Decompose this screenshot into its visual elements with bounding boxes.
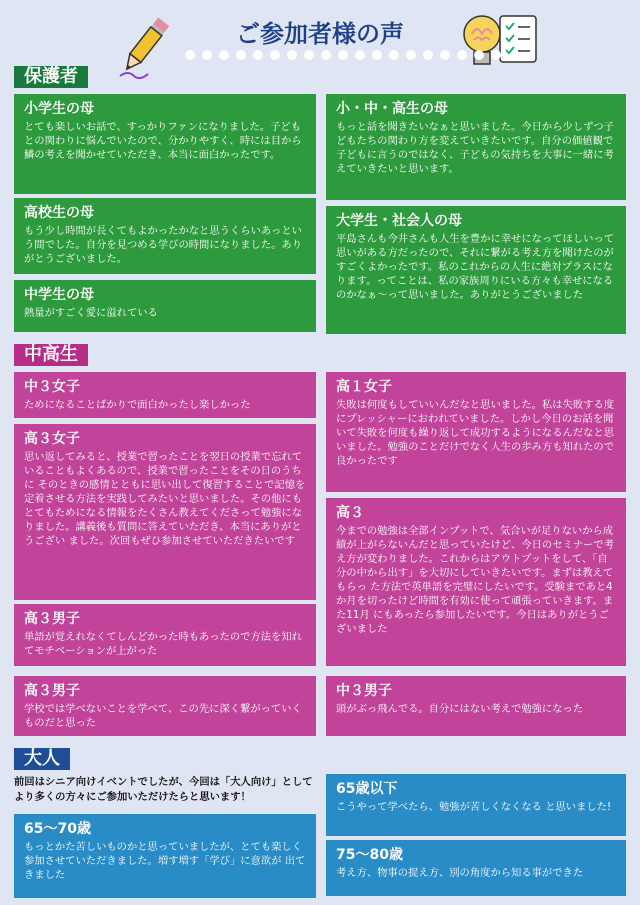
- section-label-adults: 大人: [14, 748, 70, 770]
- adults-note: 前回はシニア向けイベントでしたが、今回は「大人向け」としてより多くの方々にご参加いただけたらと思います！: [14, 776, 313, 803]
- testimonial-card: [14, 676, 316, 736]
- testimonial-card: [326, 372, 626, 492]
- card-text: こうやって学べたら、勉強が苦しくなくなる と思いました!: [336, 801, 612, 813]
- card-text: ためになることばかりで面白かったし楽しかった: [24, 399, 251, 411]
- testimonial-card: [14, 424, 316, 600]
- card-text: 思い返してみると、授業で習ったことを翌日の授業で忘れていることもよくあるので、授業で習ったことをその日のうちに そのときの感情とともに思い出して復習することで記憶を定着させる方法を実践してみたいと思いました。その他にもとてもためになる情報をたくさん教えてくださって勉強になりました。講義後も質問に答えていただき、本当にありがとうござい ました。次回もぜひ参加させていただきたいです: [24, 451, 306, 547]
- page-title: ご参加者様の声: [236, 20, 404, 48]
- testimonial-card: [14, 198, 316, 274]
- card-text: 平島さんも今井さんも人生を豊かに幸せになってほしいって思いがある方だったので、それに繋がる考え方を聞けたのがすごくよかったです。私のこれからの人生に絶対プラスになります。ってことは、私の家族周りにいる方々も幸せになるのかなぁ〜って思いました。ありがとうございました: [336, 233, 615, 301]
- testimonial-card: [326, 206, 626, 334]
- card-heading: 中３男子: [336, 683, 392, 699]
- testimonial-card: [14, 604, 316, 666]
- card-text: もっとかた苦しいものかと思っていましたが、とても楽しく参加させていただきました。増す増す「学び」に意欲が 出てきました: [24, 841, 306, 881]
- section-label-students: 中高生: [14, 344, 88, 366]
- card-heading: 高３女子: [24, 431, 80, 447]
- lightbulb-checklist-icon: [456, 8, 546, 76]
- card-heading: 高１女子: [336, 379, 392, 395]
- testimonial-card: [326, 676, 626, 736]
- testimonial-card: [14, 814, 316, 898]
- card-heading: 65〜70歳: [24, 821, 91, 837]
- card-heading: 小・中・高生の母: [336, 101, 448, 117]
- section-label-parents: 保護者: [14, 66, 88, 88]
- card-heading: 中学生の母: [24, 287, 94, 303]
- card-text: 熱量がすごく愛に溢れている: [24, 307, 158, 319]
- card-heading: 75〜80歳: [336, 847, 403, 863]
- card-heading: 65歳以下: [336, 781, 398, 797]
- card-heading: 高３男子: [24, 611, 80, 627]
- card-text: 学校では学べないことを学べて、この先に深く繋がっていくものだと思った: [24, 703, 302, 729]
- card-text: 単語が覚えれなくてしんどかった時もあったので方法を知れてモチベーションが上がった: [24, 631, 302, 657]
- card-text: もう少し時間が長くてもよかったかなと思うくらいあっという間でした。自分を見つめる学びの時間になりました。ありがとうございました。: [24, 225, 303, 265]
- testimonial-card: [326, 94, 626, 200]
- card-text: 失敗は何度もしていいんだなと思いました。私は失敗する度にプレッシャーにおわれていました。しかし今日のお話を聞 いて失敗を何度も繰り返して成功するようになるんだなと思いました。勉強のことだけでなく人生の歩み方も知れたので 良かったです: [336, 399, 615, 467]
- testimonial-card: [14, 372, 316, 418]
- decorative-dots: [185, 50, 501, 60]
- testimonial-card: [326, 774, 626, 836]
- card-text: 頭がぶっ飛んでる。自分にはない考えで勉強になった: [336, 703, 584, 715]
- card-text: とても楽しいお話で、すっかりファンになりました。子どもとの関わりに悩んでいたので、分かりやすく、時には目から鱗の考えを聞かせていただき、本当に面白かったです。: [24, 121, 302, 161]
- card-text: もっと話を聞きたいなぁと思いました。今日から少しずつ子どもたちの関わり方を変えていきたいです。自分の価値観で子どもに言うのではなく、子どもの気持ちを大事に一緒に考えていきたいと思います。: [336, 121, 615, 175]
- testimonial-card: [14, 94, 316, 194]
- card-heading: 中３女子: [24, 379, 80, 395]
- testimonial-card: [326, 498, 626, 666]
- card-heading: 大学生・社会人の母: [336, 213, 462, 229]
- card-text: 今までの勉強は全部インプットで、気合いが足りないから成績が上がらないんだと思っていたけど、今日のセミナーで考え方が変わりました。これからはアウトプットをして、「自分の中から出す」を大切にしていきたいです。まずは教えてもらっ た方法で英単語を完璧にしたいです。受験まであと4か月を切ったけど時間を有効に使って頑張っていきます。また11月 にもあったら参加したいです。今日はありがとうございました: [336, 525, 615, 635]
- card-heading: 高校生の母: [24, 205, 94, 221]
- card-heading: 高３: [336, 505, 364, 521]
- testimonial-card: [14, 280, 316, 332]
- card-heading: 小学生の母: [24, 101, 94, 117]
- card-heading: 高３男子: [24, 683, 80, 699]
- testimonial-card: [326, 840, 626, 896]
- card-text: 考え方、物事の捉え方、別の角度から知る事ができた: [336, 867, 584, 879]
